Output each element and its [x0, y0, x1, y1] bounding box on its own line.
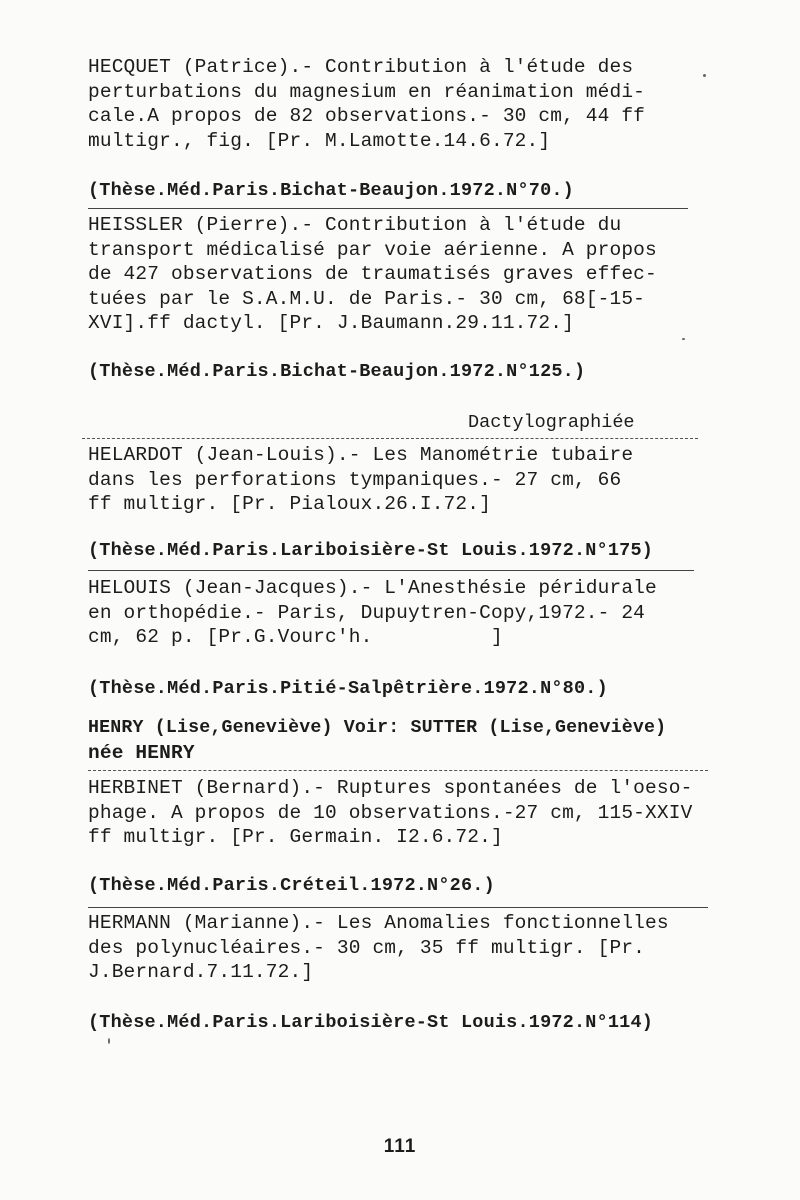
divider-rule: [88, 570, 694, 571]
citation-line: cm, 62 p. [Pr.G.Vourc'h. ]: [88, 626, 503, 648]
entry-helouis: [88, 576, 728, 701]
citation-line: HELOUIS (Jean-Jacques).- L'Anesthésie péridurale: [88, 577, 657, 599]
citation-line: HEISSLER (Pierre).- Contribution à l'étude du: [88, 214, 622, 236]
citation-line: HECQUET (Patrice).- Contribution à l'étude des: [88, 56, 634, 78]
entry-citation: [88, 716, 728, 765]
citation-line: en orthopédie.- Paris, Dupuytren-Copy,1972.- 24: [88, 601, 646, 624]
entry-citation: [88, 443, 728, 517]
citation-line: HERBINET (Bernard).- Ruptures spontanées de l'oeso-: [88, 777, 693, 799]
citation-line: ff multigr. [Pr. Germain. I2.6.72.]: [88, 826, 503, 848]
note-text: Dactylographiée: [468, 412, 635, 433]
citation-line: ff multigr. [Pr. Pialoux.26.I.72.]: [88, 493, 491, 515]
entry-citation: [88, 776, 728, 850]
thesis-note: (Thèse.Méd.Paris.Lariboisière-St Louis.1972.N°175): [88, 539, 654, 561]
citation-line: née HENRY: [88, 741, 195, 764]
citation-line: dans les perforations tympaniques.- 27 cm, 66: [88, 468, 622, 491]
citation-line: de 427 observations de traumatisés graves effec-: [88, 263, 657, 285]
citation-line: des polynucléaires.- 30 cm, 35 ff multigr. [Pr.: [88, 936, 646, 959]
scan-speck: [108, 1038, 110, 1044]
divider-rule: [88, 770, 708, 771]
citation-line: cale.A propos de 82 observations.- 30 cm, 44 ff: [88, 105, 646, 127]
entry-herbinet: [88, 776, 728, 898]
entry-henry: [88, 716, 728, 765]
page-number: 111: [383, 1136, 417, 1157]
citation-line: perturbations du magnesium en réanimation médi-: [88, 80, 646, 103]
entry-citation: [88, 576, 728, 650]
citation-line: HERMANN (Marianne).- Les Anomalies fonctionnelles: [88, 912, 669, 934]
citation-line: XVI].ff dactyl. [Pr. J.Baumann.29.11.72.]: [88, 312, 574, 334]
citation-line: tuées par le S.A.M.U. de Paris.- 30 cm, 68[-15-: [88, 287, 646, 310]
citation-line: HENRY (Lise,Geneviève) Voir: SUTTER (Lise,Geneviève): [88, 718, 667, 738]
entry-citation: [88, 911, 728, 985]
thesis-note: (Thèse.Méd.Paris.Pitié-Salpêtrière.1972.N°80.): [88, 677, 608, 699]
citation-line: J.Bernard.7.11.72.]: [88, 961, 314, 983]
divider-rule: [88, 907, 708, 908]
citation-line: HELARDOT (Jean-Louis).- Les Manométrie tubaire: [88, 444, 634, 466]
divider-rule: [82, 438, 698, 439]
thesis-note: (Thèse.Méd.Paris.Créteil.1972.N°26.): [88, 874, 495, 896]
scan-speck: [703, 74, 706, 77]
entry-citation: [88, 55, 728, 153]
entry-citation: [88, 213, 728, 336]
thesis-note: (Thèse.Méd.Paris.Bichat-Beaujon.1972.N°125.): [88, 360, 586, 382]
divider-rule: [88, 208, 688, 209]
citation-line: transport médicalisé par voie aérienne. A propos: [88, 238, 657, 261]
scan-speck: [682, 338, 685, 340]
citation-line: multigr., fig. [Pr. M.Lamotte.14.6.72.]: [88, 129, 551, 152]
thesis-note: (Thèse.Méd.Paris.Bichat-Beaujon.1972.N°70.): [88, 180, 574, 201]
entry-hermann: [88, 911, 728, 1035]
entry-hecquet: [88, 55, 728, 203]
entry-heissler: [88, 213, 728, 384]
thesis-note: (Thèse.Méd.Paris.Lariboisière-St Louis.1972.N°114): [88, 1011, 654, 1033]
entry-helardot: [88, 443, 728, 563]
citation-line: phage. A propos de 10 observations.-27 cm, 115-XXIV: [88, 801, 693, 824]
